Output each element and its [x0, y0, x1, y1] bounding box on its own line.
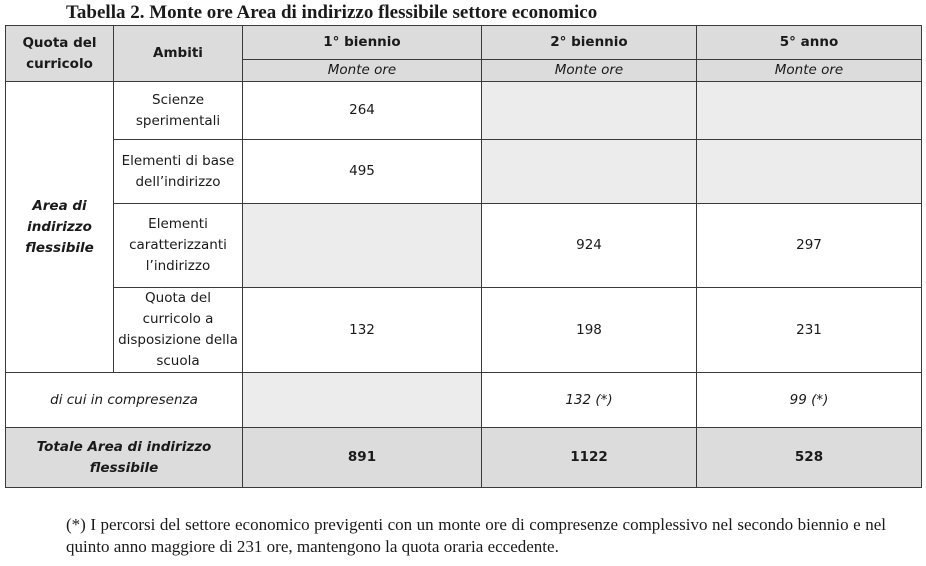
value-cell: 198 [482, 288, 697, 373]
table-row [6, 204, 922, 288]
ambito-cell: Elementi caratterizzanti l’indirizzo [114, 204, 243, 288]
compresenza-value: 132 (*) [482, 373, 697, 428]
header-col2: 2° biennio [482, 26, 697, 60]
value-cell: 495 [243, 140, 482, 204]
total-value: 528 [697, 428, 922, 488]
value-cell: 231 [697, 288, 922, 373]
hours-table [5, 25, 922, 488]
table-row [6, 82, 922, 140]
ambito-cell: Elementi di base dell’indirizzo [114, 140, 243, 204]
value-cell: 132 [243, 288, 482, 373]
total-value: 1122 [482, 428, 697, 488]
compresenza-value: 99 (*) [697, 373, 922, 428]
empty-cell [482, 140, 697, 204]
subheader-col2: Monte ore [482, 60, 697, 82]
value-cell: 924 [482, 204, 697, 288]
footnote: (*) I percorsi del settore economico previgenti con un monte ore di compresenze complessivo nel secondo biennio e nel quinto anno maggiore di 231 ore, mantengono la quota oraria eccedente. [66, 515, 886, 556]
compresenza-label: di cui in compresenza [6, 373, 243, 428]
header-col3: 5° anno [697, 26, 922, 60]
compresenza-row [6, 373, 922, 428]
header-ambiti: Ambiti [114, 26, 243, 82]
empty-cell [697, 82, 922, 140]
subheader-col1: Monte ore [243, 60, 482, 82]
total-value: 891 [243, 428, 482, 488]
empty-cell [697, 140, 922, 204]
table-row [6, 288, 922, 373]
empty-cell [243, 204, 482, 288]
value-cell: 297 [697, 204, 922, 288]
empty-cell [243, 373, 482, 428]
ambito-cell: Scienze sperimentali [114, 82, 243, 140]
empty-cell [482, 82, 697, 140]
total-label: Totale Area di indirizzo flessibile [6, 428, 243, 488]
table-title: Tabella 2. Monte ore Area di indirizzo flessibile settore economico [66, 2, 598, 23]
header-row [6, 26, 922, 60]
area-label: Area di indirizzo flessibile [6, 82, 114, 373]
header-col1: 1° biennio [243, 26, 482, 60]
table-row [6, 140, 922, 204]
value-cell: 264 [243, 82, 482, 140]
header-quota: Quota del curricolo [6, 26, 114, 82]
ambito-cell: Quota del curricolo a disposizione della scuola [114, 288, 243, 373]
subheader-col3: Monte ore [697, 60, 922, 82]
total-row [6, 428, 922, 488]
